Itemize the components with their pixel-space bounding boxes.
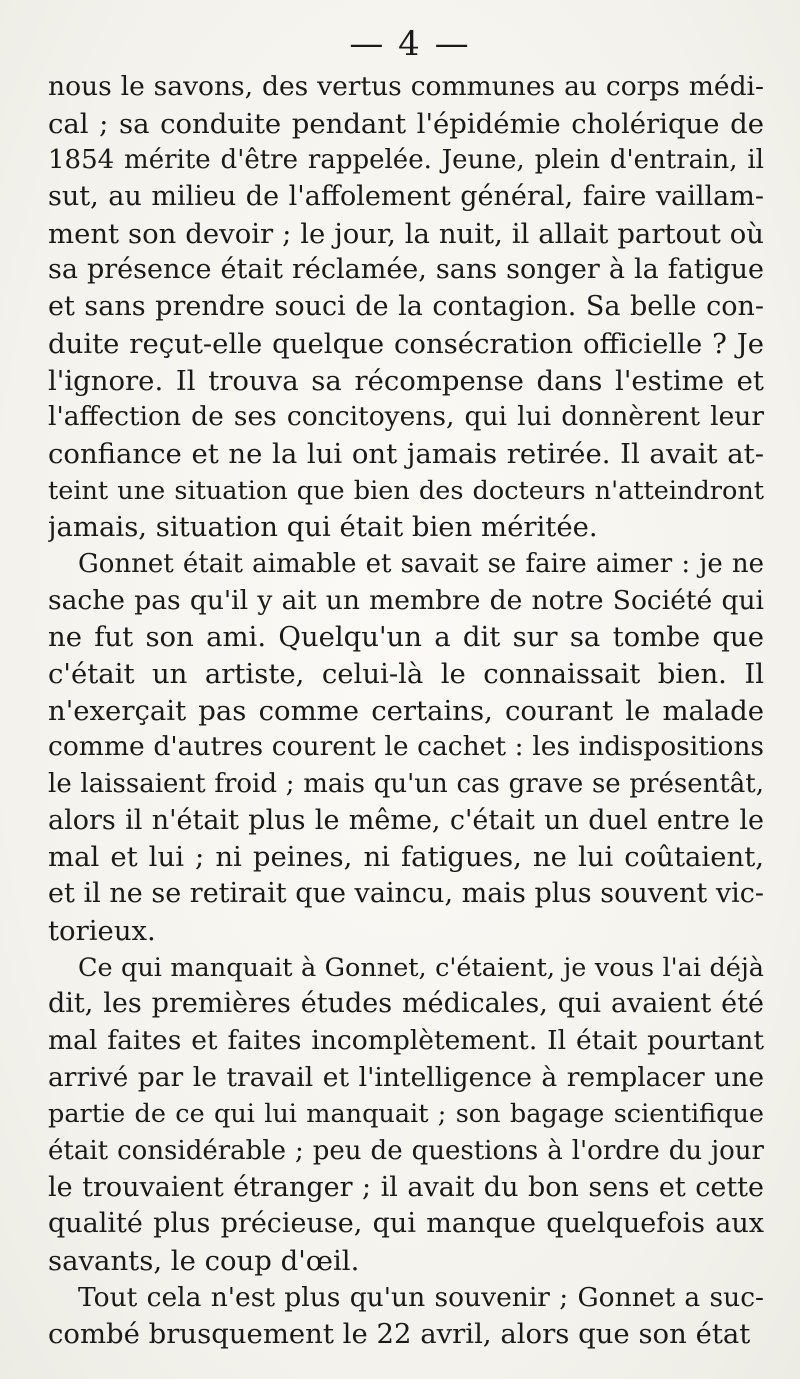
paragraph (48, 950, 764, 1280)
text-line: duite reçut-elle quelque consécration officielle ? Je (48, 327, 764, 360)
text-line: jamais, situation qui était bien méritée. (48, 511, 598, 544)
text-line: l'affection de ses concitoyens, qui lui donnèrent leur (48, 401, 764, 433)
text-line: Ce qui manquait à Gonnet, c'étaient, je vous l'ai déjà (78, 952, 764, 983)
page-number: — 4 — (349, 24, 471, 64)
text-line: cal ; sa conduite pendant l'épidémie cholérique de (48, 107, 764, 140)
paragraph (48, 69, 764, 546)
body-text (48, 69, 764, 1353)
text-line: et sans prendre souci de la contagion. Sa belle con- (48, 291, 764, 323)
text-line: Tout cela n'est plus qu'un souvenir ; Gonnet a suc- (78, 1281, 764, 1313)
text-line: le laissaient froid ; mais qu'un cas grave se présentât, (48, 769, 764, 800)
text-line: ment son devoir ; le jour, la nuit, il allait partout où (48, 217, 764, 250)
text-line: torieux. (48, 914, 156, 947)
text-line: comme d'autres courent le cachet : les indispositions (48, 731, 764, 763)
text-line: était considérable ; peu de questions à l'ordre du jour (48, 1135, 764, 1166)
text-line: mal faites et faites incomplètement. Il était pourtant (48, 1024, 764, 1056)
text-line: combé brusquement le 22 avril, alors que son état (48, 1318, 751, 1351)
text-line: qualité plus précieuse, qui manque quelquefois aux (48, 1208, 764, 1240)
text-line: n'exerçait pas comme certains, courant le malade (48, 694, 764, 727)
text-line: confiance et ne la lui ont jamais retirée. Il avait at- (48, 437, 764, 470)
text-line: le trouvaient étranger ; il avait du bon sens et cette (48, 1171, 764, 1203)
text-line: sut, au milieu de l'affolement général, faire vaillam- (48, 181, 764, 213)
paragraph (48, 546, 764, 950)
text-line: teint une situation que bien des docteurs n'atteindront (48, 475, 764, 506)
text-line: 1854 mérite d'être rappelée. Jeune, plein d'entrain, il (48, 145, 764, 176)
text-line: nous le savons, des vertus communes au corps médi- (48, 71, 764, 102)
text-line: arrivé par le travail et l'intelligence à remplacer une (48, 1061, 764, 1093)
text-line: dit, les premières études médicales, qui avaient été (48, 988, 764, 1020)
text-line: partie de ce qui lui manquait ; son bagage scientifique (48, 1099, 764, 1130)
text-line: ne fut son ami. Quelqu'un a dit sur sa tombe que (48, 621, 764, 654)
text-line: alors il n'était plus le même, c'était un duel entre le (48, 804, 764, 836)
text-line: sa présence était réclamée, sans songer à la fatigue (48, 254, 764, 286)
paragraph (48, 1280, 764, 1353)
text-line: sache pas qu'il y ait un membre de notre Société qui (48, 584, 764, 616)
text-line: Gonnet était aimable et savait se faire aimer : je ne (78, 548, 764, 579)
text-line: et il ne se retirait que vaincu, mais plus souvent vic- (48, 878, 764, 910)
text-line: savants, le coup d'œil. (48, 1245, 360, 1277)
text-line: mal et lui ; ni peines, ni fatigues, ne lui coûtaient, (48, 841, 764, 874)
text-line: c'était un artiste, celui-là le connaissait bien. Il (48, 658, 764, 690)
text-line: l'ignore. Il trouva sa récompense dans l'estime et (48, 364, 764, 397)
